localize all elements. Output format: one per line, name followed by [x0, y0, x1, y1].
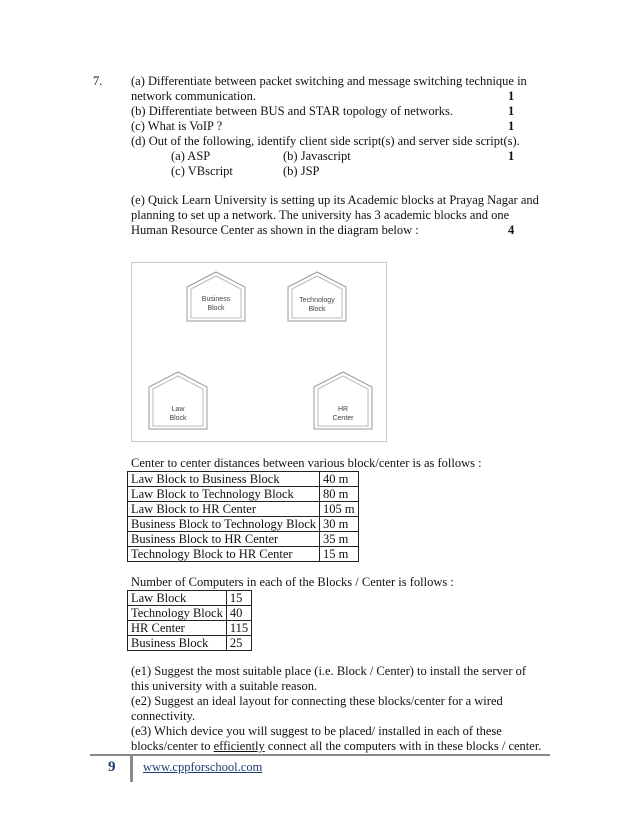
question-e1-line-2: this university with a suitable reason. — [131, 679, 318, 693]
table-row — [128, 606, 252, 621]
question-c-marks: 1 — [508, 119, 515, 133]
distance-pair: Business Block to Technology Block — [128, 517, 320, 532]
table-row — [128, 591, 252, 606]
distance-pair: Law Block to Business Block — [128, 472, 320, 487]
question-e3-line-1: (e3) Which device you will suggest to be placed/ installed in each of these — [131, 724, 502, 738]
distance-value: 40 m — [320, 472, 359, 487]
e3-text-after: connect all the computers with in these blocks / center. — [264, 739, 542, 753]
option-vbscript: (c) VBscript — [171, 164, 233, 178]
question-d-marks: 1 — [508, 149, 515, 163]
block-name: Business Block — [128, 636, 227, 651]
question-b-text: (b) Differentiate between BUS and STAR topology of networks. — [131, 104, 453, 118]
table-row — [128, 502, 359, 517]
block-name: Technology Block — [128, 606, 227, 621]
computers-caption: Number of Computers in each of the Blocks / Center is follows : — [131, 575, 454, 589]
computer-count: 115 — [226, 621, 251, 636]
question-b-marks: 1 — [508, 104, 515, 118]
computer-count: 25 — [226, 636, 251, 651]
question-e-line-1: (e) Quick Learn University is setting up its Academic blocks at Prayag Nagar and — [131, 193, 539, 207]
distance-pair: Business Block to HR Center — [128, 532, 320, 547]
computer-count: 15 — [226, 591, 251, 606]
option-javascript: (b) Javascript — [283, 149, 351, 163]
table-row — [128, 472, 359, 487]
question-e1-line-1: (e1) Suggest the most suitable place (i.e. Block / Center) to install the server of — [131, 664, 527, 678]
question-e3-line-2 — [131, 739, 541, 754]
hr-center-label-2: Center — [332, 415, 354, 422]
business-block-label-2: Block — [207, 305, 225, 312]
footer-separator — [130, 756, 133, 782]
block-name: HR Center — [128, 621, 227, 636]
table-row — [128, 532, 359, 547]
e3-underlined-word: efficiently — [213, 739, 265, 753]
hr-center-house — [314, 372, 372, 429]
table-row — [128, 517, 359, 532]
law-block-label-1: Law — [171, 406, 185, 413]
campus-diagram — [131, 262, 387, 442]
question-c-text: (c) What is VoIP ? — [131, 119, 223, 133]
footer-site-link[interactable]: www.cppforschool.com — [143, 760, 263, 774]
hr-center-label-1: HR — [337, 406, 349, 413]
table-row — [128, 487, 359, 502]
distances-table — [127, 471, 359, 562]
question-e2-line-1: (e2) Suggest an ideal layout for connecting these blocks/center for a wired — [131, 694, 503, 708]
distance-value: 105 m — [320, 502, 359, 517]
distance-value: 80 m — [320, 487, 359, 502]
question-e-line-3: Human Resource Center as shown in the diagram below : — [131, 223, 419, 237]
table-row — [128, 547, 359, 562]
distance-value: 30 m — [320, 517, 359, 532]
distance-pair: Law Block to Technology Block — [128, 487, 320, 502]
question-a-continuation: network communication. — [131, 89, 256, 103]
block-name: Law Block — [128, 591, 227, 606]
page-number: 9 — [108, 759, 116, 775]
business-block-house — [187, 272, 245, 321]
business-block-label-1: Business — [201, 296, 231, 303]
distance-value: 15 m — [320, 547, 359, 562]
question-a-marks: 1 — [508, 89, 515, 103]
footer-rule — [90, 754, 550, 756]
distances-caption: Center to center distances between various block/center is as follows : — [131, 456, 482, 470]
option-asp: (a) ASP — [171, 149, 211, 163]
computer-count: 40 — [226, 606, 251, 621]
technology-block-label-2: Block — [308, 306, 326, 313]
technology-block-label-1: Technology — [299, 297, 335, 304]
distance-pair: Technology Block to HR Center — [128, 547, 320, 562]
distance-pair: Law Block to HR Center — [128, 502, 320, 517]
e3-text-before: blocks/center to — [131, 739, 214, 753]
option-jsp: (b) JSP — [283, 164, 320, 178]
table-row — [128, 636, 252, 651]
question-a-text: (a) Differentiate between packet switching and message switching technique in — [131, 74, 527, 88]
question-e-marks: 4 — [508, 223, 515, 237]
question-number: 7. — [93, 74, 103, 88]
distance-value: 35 m — [320, 532, 359, 547]
technology-block-house — [288, 272, 346, 321]
law-block-label-2: Block — [169, 415, 187, 422]
question-e-line-2: planning to set up a network. The university has 3 academic blocks and one — [131, 208, 510, 222]
question-e2-line-2: connectivity. — [131, 709, 196, 723]
table-row — [128, 621, 252, 636]
computers-table — [127, 590, 252, 651]
question-d-text: (d) Out of the following, identify client side script(s) and server side script(s). — [131, 134, 520, 148]
law-block-house — [149, 372, 207, 429]
